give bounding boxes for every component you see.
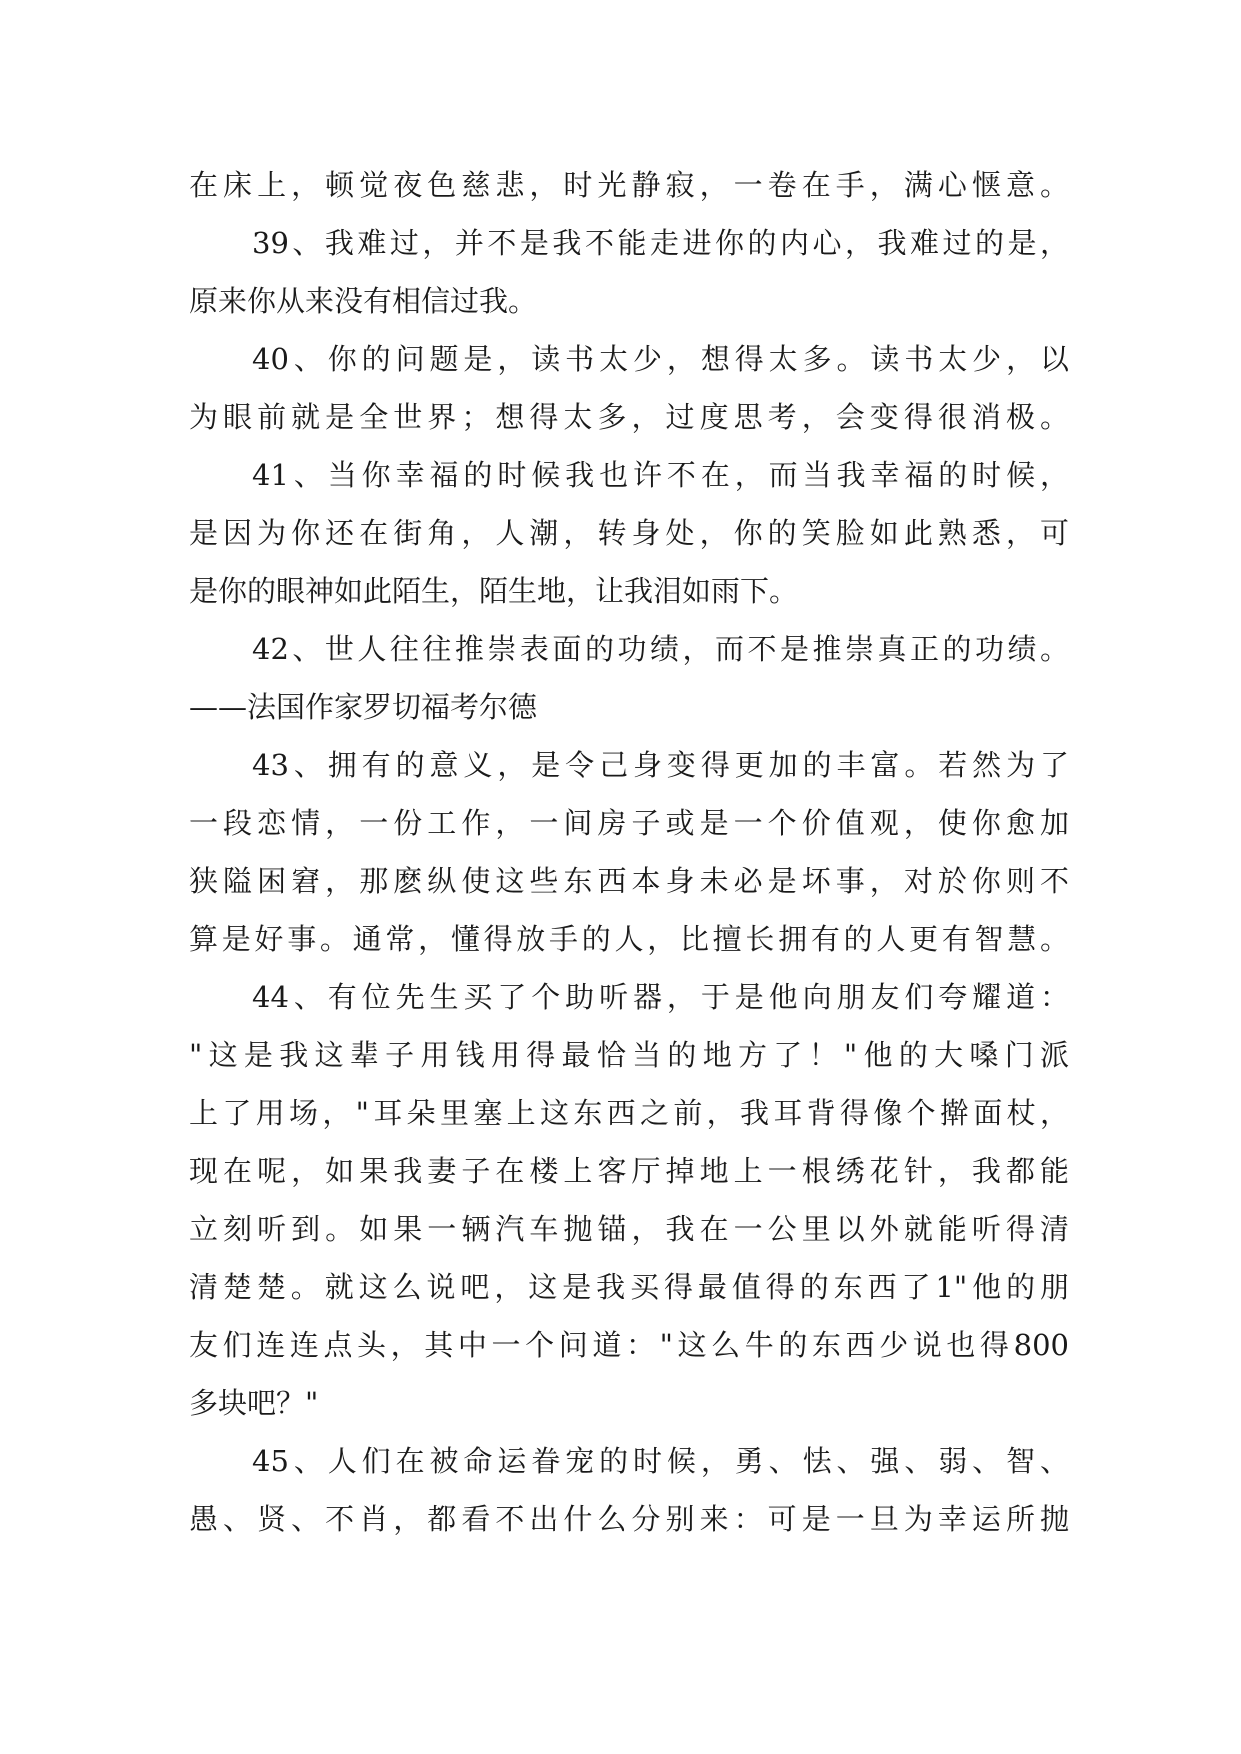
text-line-15: 44、有位先生买了个助听器，于是他向朋友们夸耀道： <box>252 980 1069 1014</box>
text-line-18: 现在呢，如果我妻子在楼上客厅掉地上一根绣花针，我都能 <box>189 1154 1069 1188</box>
text-line-10: ——法国作家罗切福考尔德 <box>189 690 538 724</box>
text-line-4: 40、你的问题是，读书太少，想得太多。读书太少，以 <box>252 342 1069 376</box>
text-line-21: 友们连连点头，其中一个问道："这么牛的东西少说也得800 <box>189 1328 1069 1362</box>
text-line-22: 多块吧？" <box>189 1386 319 1420</box>
text-line-8: 是你的眼神如此陌生，陌生地，让我泪如雨下。 <box>189 574 799 608</box>
text-line-3: 原来你从来没有相信过我。 <box>189 284 538 318</box>
text-line-23: 45、人们在被命运眷宠的时候，勇、怯、强、弱、智、 <box>252 1444 1069 1478</box>
text-line-1: 在床上，顿觉夜色慈悲，时光静寂，一卷在手，满心惬意。 <box>189 168 1069 202</box>
text-line-6: 41、当你幸福的时候我也许不在，而当我幸福的时候， <box>252 458 1069 492</box>
text-line-7: 是因为你还在街角，人潮，转身处，你的笑脸如此熟悉，可 <box>189 516 1069 550</box>
text-line-5: 为眼前就是全世界；想得太多，过度思考，会变得很消极。 <box>189 400 1069 434</box>
text-line-12: 一段恋情，一份工作，一间房子或是一个价值观，使你愈加 <box>189 806 1069 840</box>
text-line-11: 43、拥有的意义，是令己身变得更加的丰富。若然为了 <box>252 748 1069 782</box>
text-line-19: 立刻听到。如果一辆汽车抛锚，我在一公里以外就能听得清 <box>189 1212 1069 1246</box>
text-line-17: 上了用场，"耳朵里塞上这东西之前，我耳背得像个擀面杖， <box>189 1096 1069 1130</box>
text-line-14: 算是好事。通常，懂得放手的人，比擅长拥有的人更有智慧。 <box>189 922 1069 956</box>
text-line-9: 42、世人往往推崇表面的功绩，而不是推崇真正的功绩。 <box>252 632 1069 666</box>
text-line-24: 愚、贤、不肖，都看不出什么分别来：可是一旦为幸运所抛 <box>189 1502 1069 1536</box>
text-line-2: 39、我难过，并不是我不能走进你的内心，我难过的是， <box>252 226 1069 260</box>
text-line-20: 清楚楚。就这么说吧，这是我买得最值得的东西了1"他的朋 <box>189 1270 1069 1304</box>
text-line-13: 狭隘困窘，那麽纵使这些东西本身未必是坏事，对於你则不 <box>189 864 1069 898</box>
text-line-16: "这是我这辈子用钱用得最恰当的地方了！"他的大嗓门派 <box>189 1038 1069 1072</box>
